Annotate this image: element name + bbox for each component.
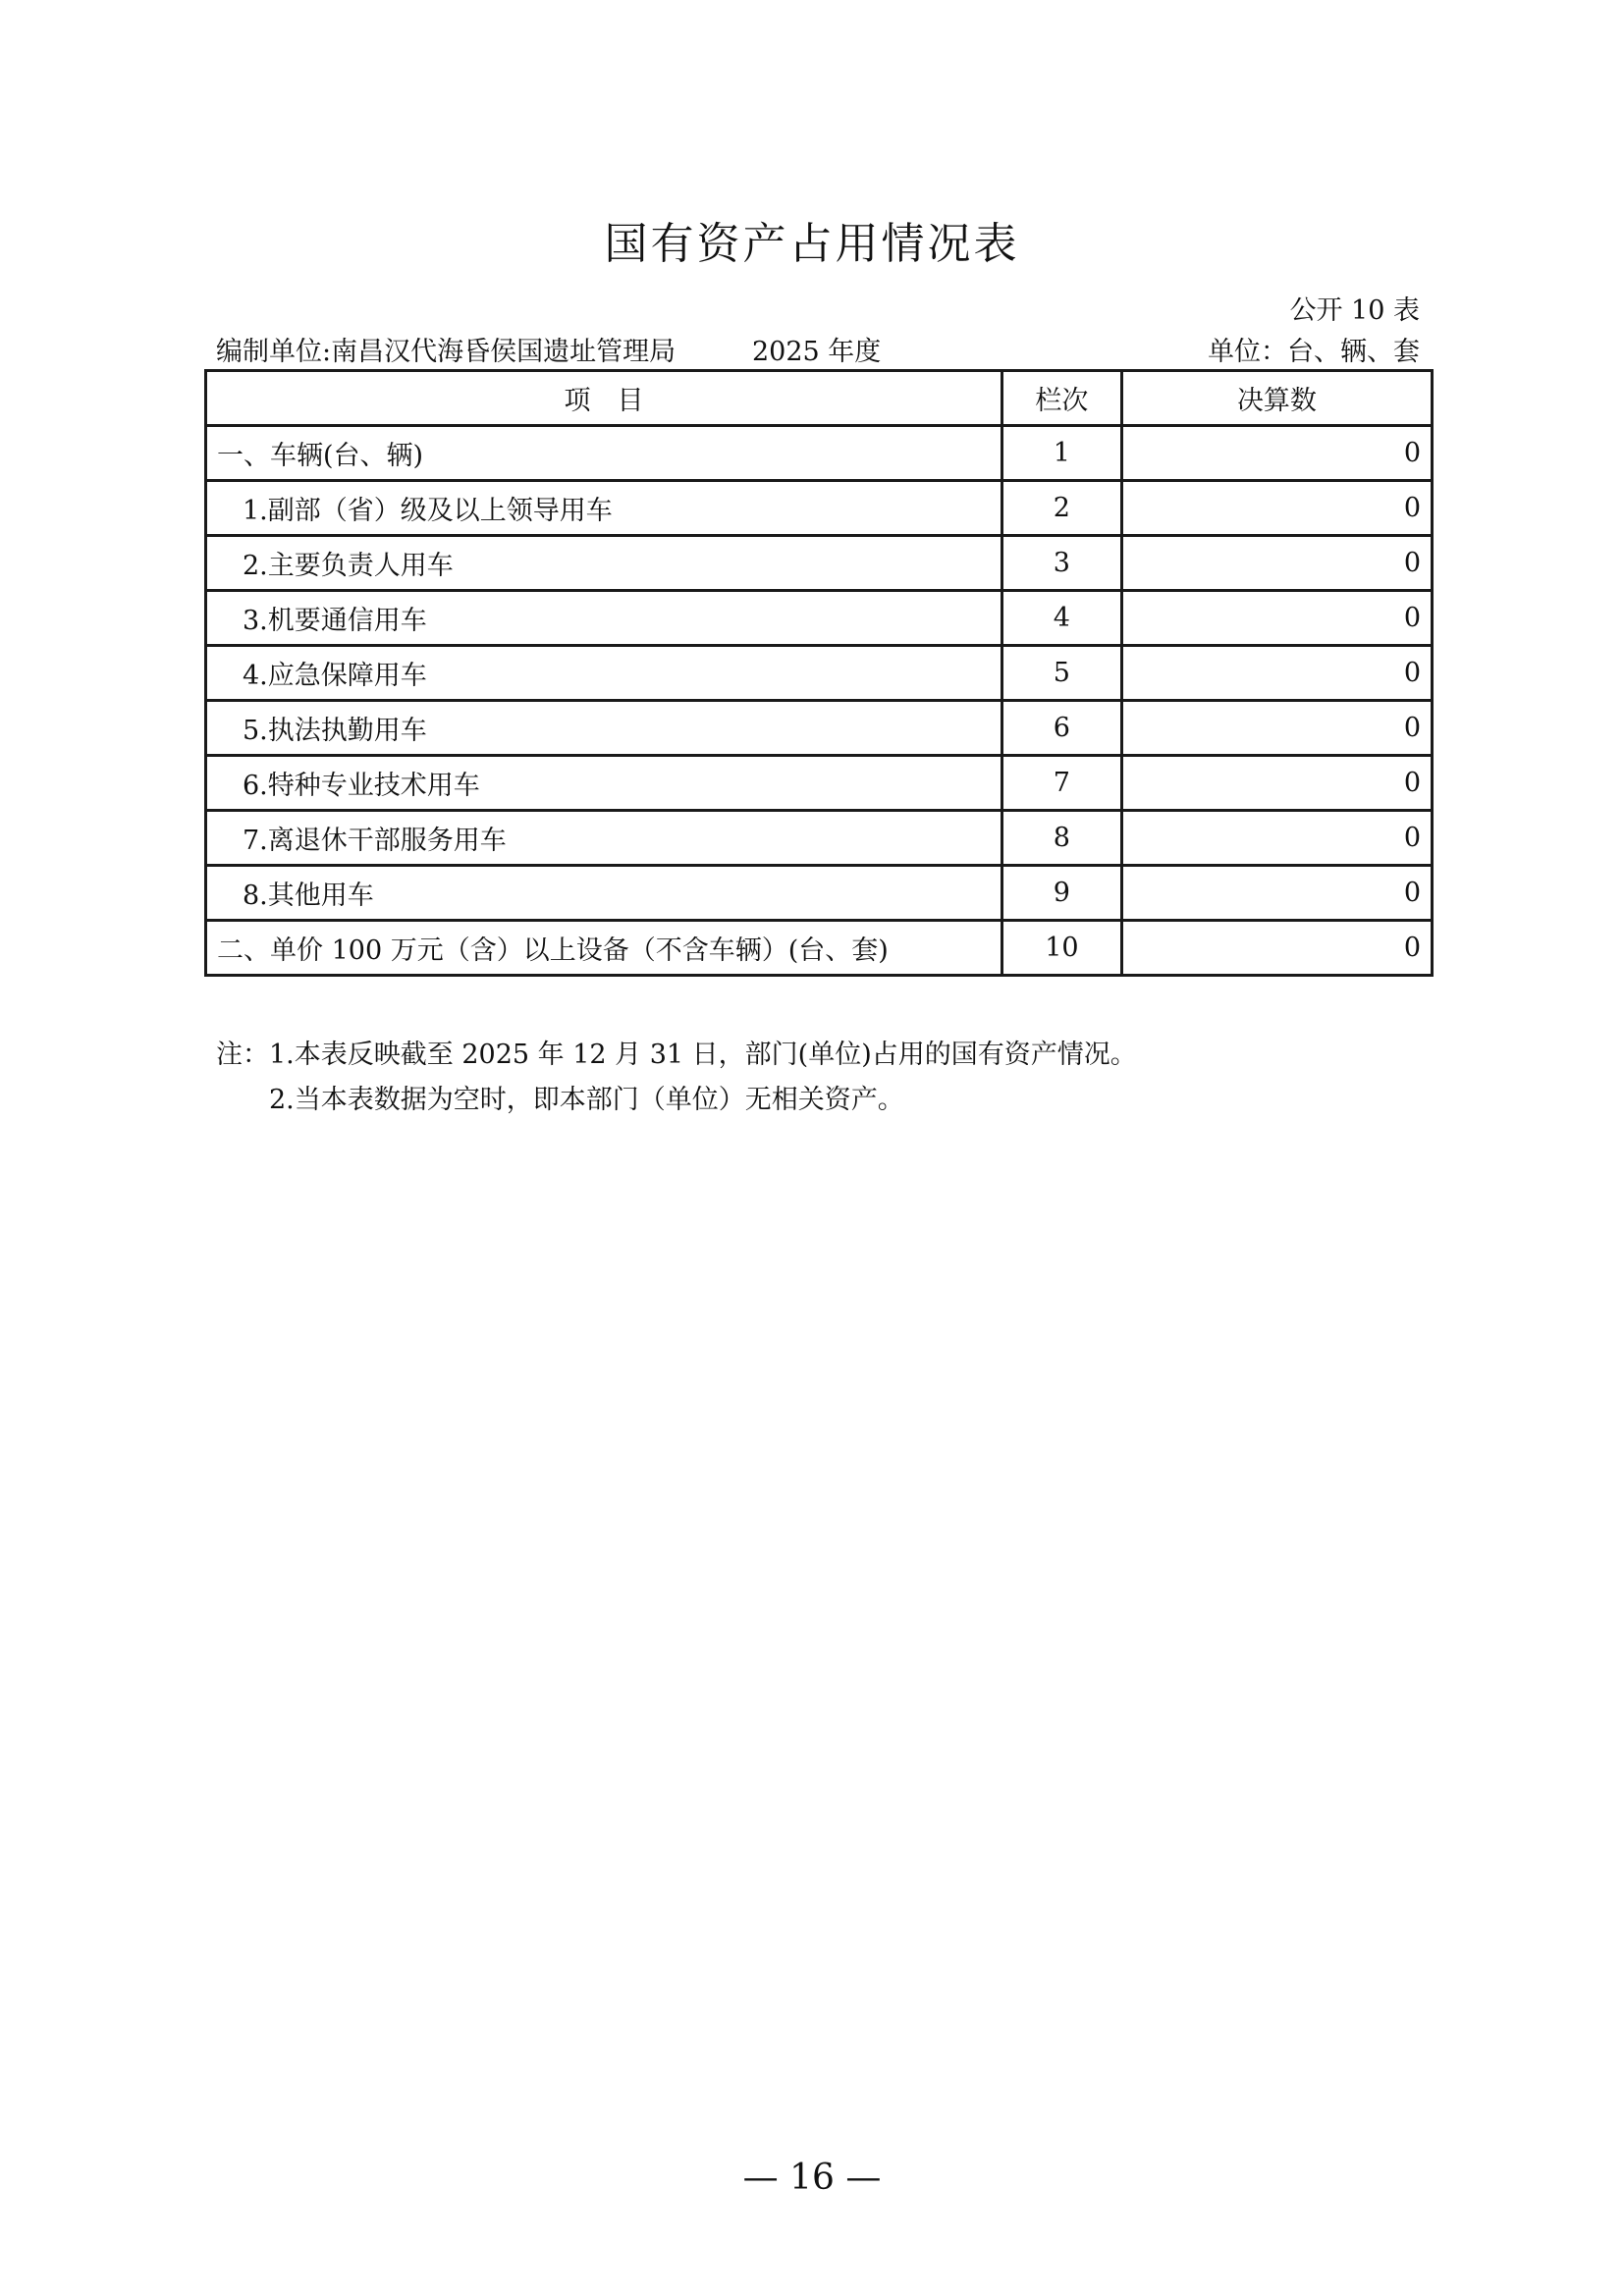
page-title: 国有资产占用情况表 bbox=[604, 219, 1020, 269]
table-row bbox=[206, 481, 1433, 536]
row-number: 10 bbox=[1001, 921, 1121, 976]
row-value: 0 bbox=[1121, 481, 1432, 536]
row-value: 0 bbox=[1121, 866, 1432, 921]
asset-table bbox=[204, 369, 1434, 977]
row-item-label: 8.其他用车 bbox=[206, 866, 1002, 921]
row-item-label: 6.特种专业技术用车 bbox=[206, 756, 1002, 811]
row-number: 3 bbox=[1001, 536, 1121, 591]
row-number: 7 bbox=[1001, 756, 1121, 811]
page-number: — 16 — bbox=[742, 2158, 882, 2198]
row-value: 0 bbox=[1121, 701, 1432, 756]
row-value: 0 bbox=[1121, 811, 1432, 866]
note-2: 2.当本表数据为空时，即本部门（单位）无相关资产。 bbox=[269, 1085, 904, 1115]
header-final-amount: 决算数 bbox=[1121, 371, 1432, 426]
table-row bbox=[206, 591, 1433, 646]
row-value: 0 bbox=[1121, 646, 1432, 701]
compiling-unit: 编制单位:南昌汉代海昏侯国遗址管理局 bbox=[216, 337, 677, 367]
row-item-label: 1.副部（省）级及以上领导用车 bbox=[206, 481, 1002, 536]
table-header-row bbox=[206, 371, 1433, 426]
unit-of-measure: 单位：台、辆、套 bbox=[1208, 337, 1420, 367]
row-item-label: 二、单价 100 万元（含）以上设备（不含车辆）(台、套) bbox=[206, 921, 1002, 976]
row-item-label: 3.机要通信用车 bbox=[206, 591, 1002, 646]
row-value: 0 bbox=[1121, 756, 1432, 811]
table-row bbox=[206, 701, 1433, 756]
row-number: 1 bbox=[1001, 426, 1121, 481]
row-item-label: 4.应急保障用车 bbox=[206, 646, 1002, 701]
table-row bbox=[206, 646, 1433, 701]
table-row bbox=[206, 426, 1433, 481]
row-item-label: 5.执法执勤用车 bbox=[206, 701, 1002, 756]
table-row bbox=[206, 756, 1433, 811]
meta-row bbox=[216, 330, 1420, 365]
header-row-no: 栏次 bbox=[1001, 371, 1121, 426]
fiscal-year: 2025 年度 bbox=[752, 337, 882, 367]
note-1: 注：1.本表反映截至 2025 年 12 月 31 日，部门(单位)占用的国有资产情况。 bbox=[216, 1040, 1137, 1070]
row-number: 8 bbox=[1001, 811, 1121, 866]
row-item-label: 一、车辆(台、辆) bbox=[206, 426, 1002, 481]
form-number: 公开 10 表 bbox=[1289, 295, 1420, 326]
row-number: 2 bbox=[1001, 481, 1121, 536]
row-number: 6 bbox=[1001, 701, 1121, 756]
row-number: 4 bbox=[1001, 591, 1121, 646]
row-value: 0 bbox=[1121, 591, 1432, 646]
row-number: 5 bbox=[1001, 646, 1121, 701]
header-item: 项 目 bbox=[206, 371, 1002, 426]
row-number: 9 bbox=[1001, 866, 1121, 921]
table-row bbox=[206, 921, 1433, 976]
row-item-label: 2.主要负责人用车 bbox=[206, 536, 1002, 591]
row-value: 0 bbox=[1121, 921, 1432, 976]
notes bbox=[216, 1033, 1137, 1123]
table-row bbox=[206, 866, 1433, 921]
row-value: 0 bbox=[1121, 426, 1432, 481]
table-row bbox=[206, 536, 1433, 591]
row-value: 0 bbox=[1121, 536, 1432, 591]
table-row bbox=[206, 811, 1433, 866]
row-item-label: 7.离退休干部服务用车 bbox=[206, 811, 1002, 866]
